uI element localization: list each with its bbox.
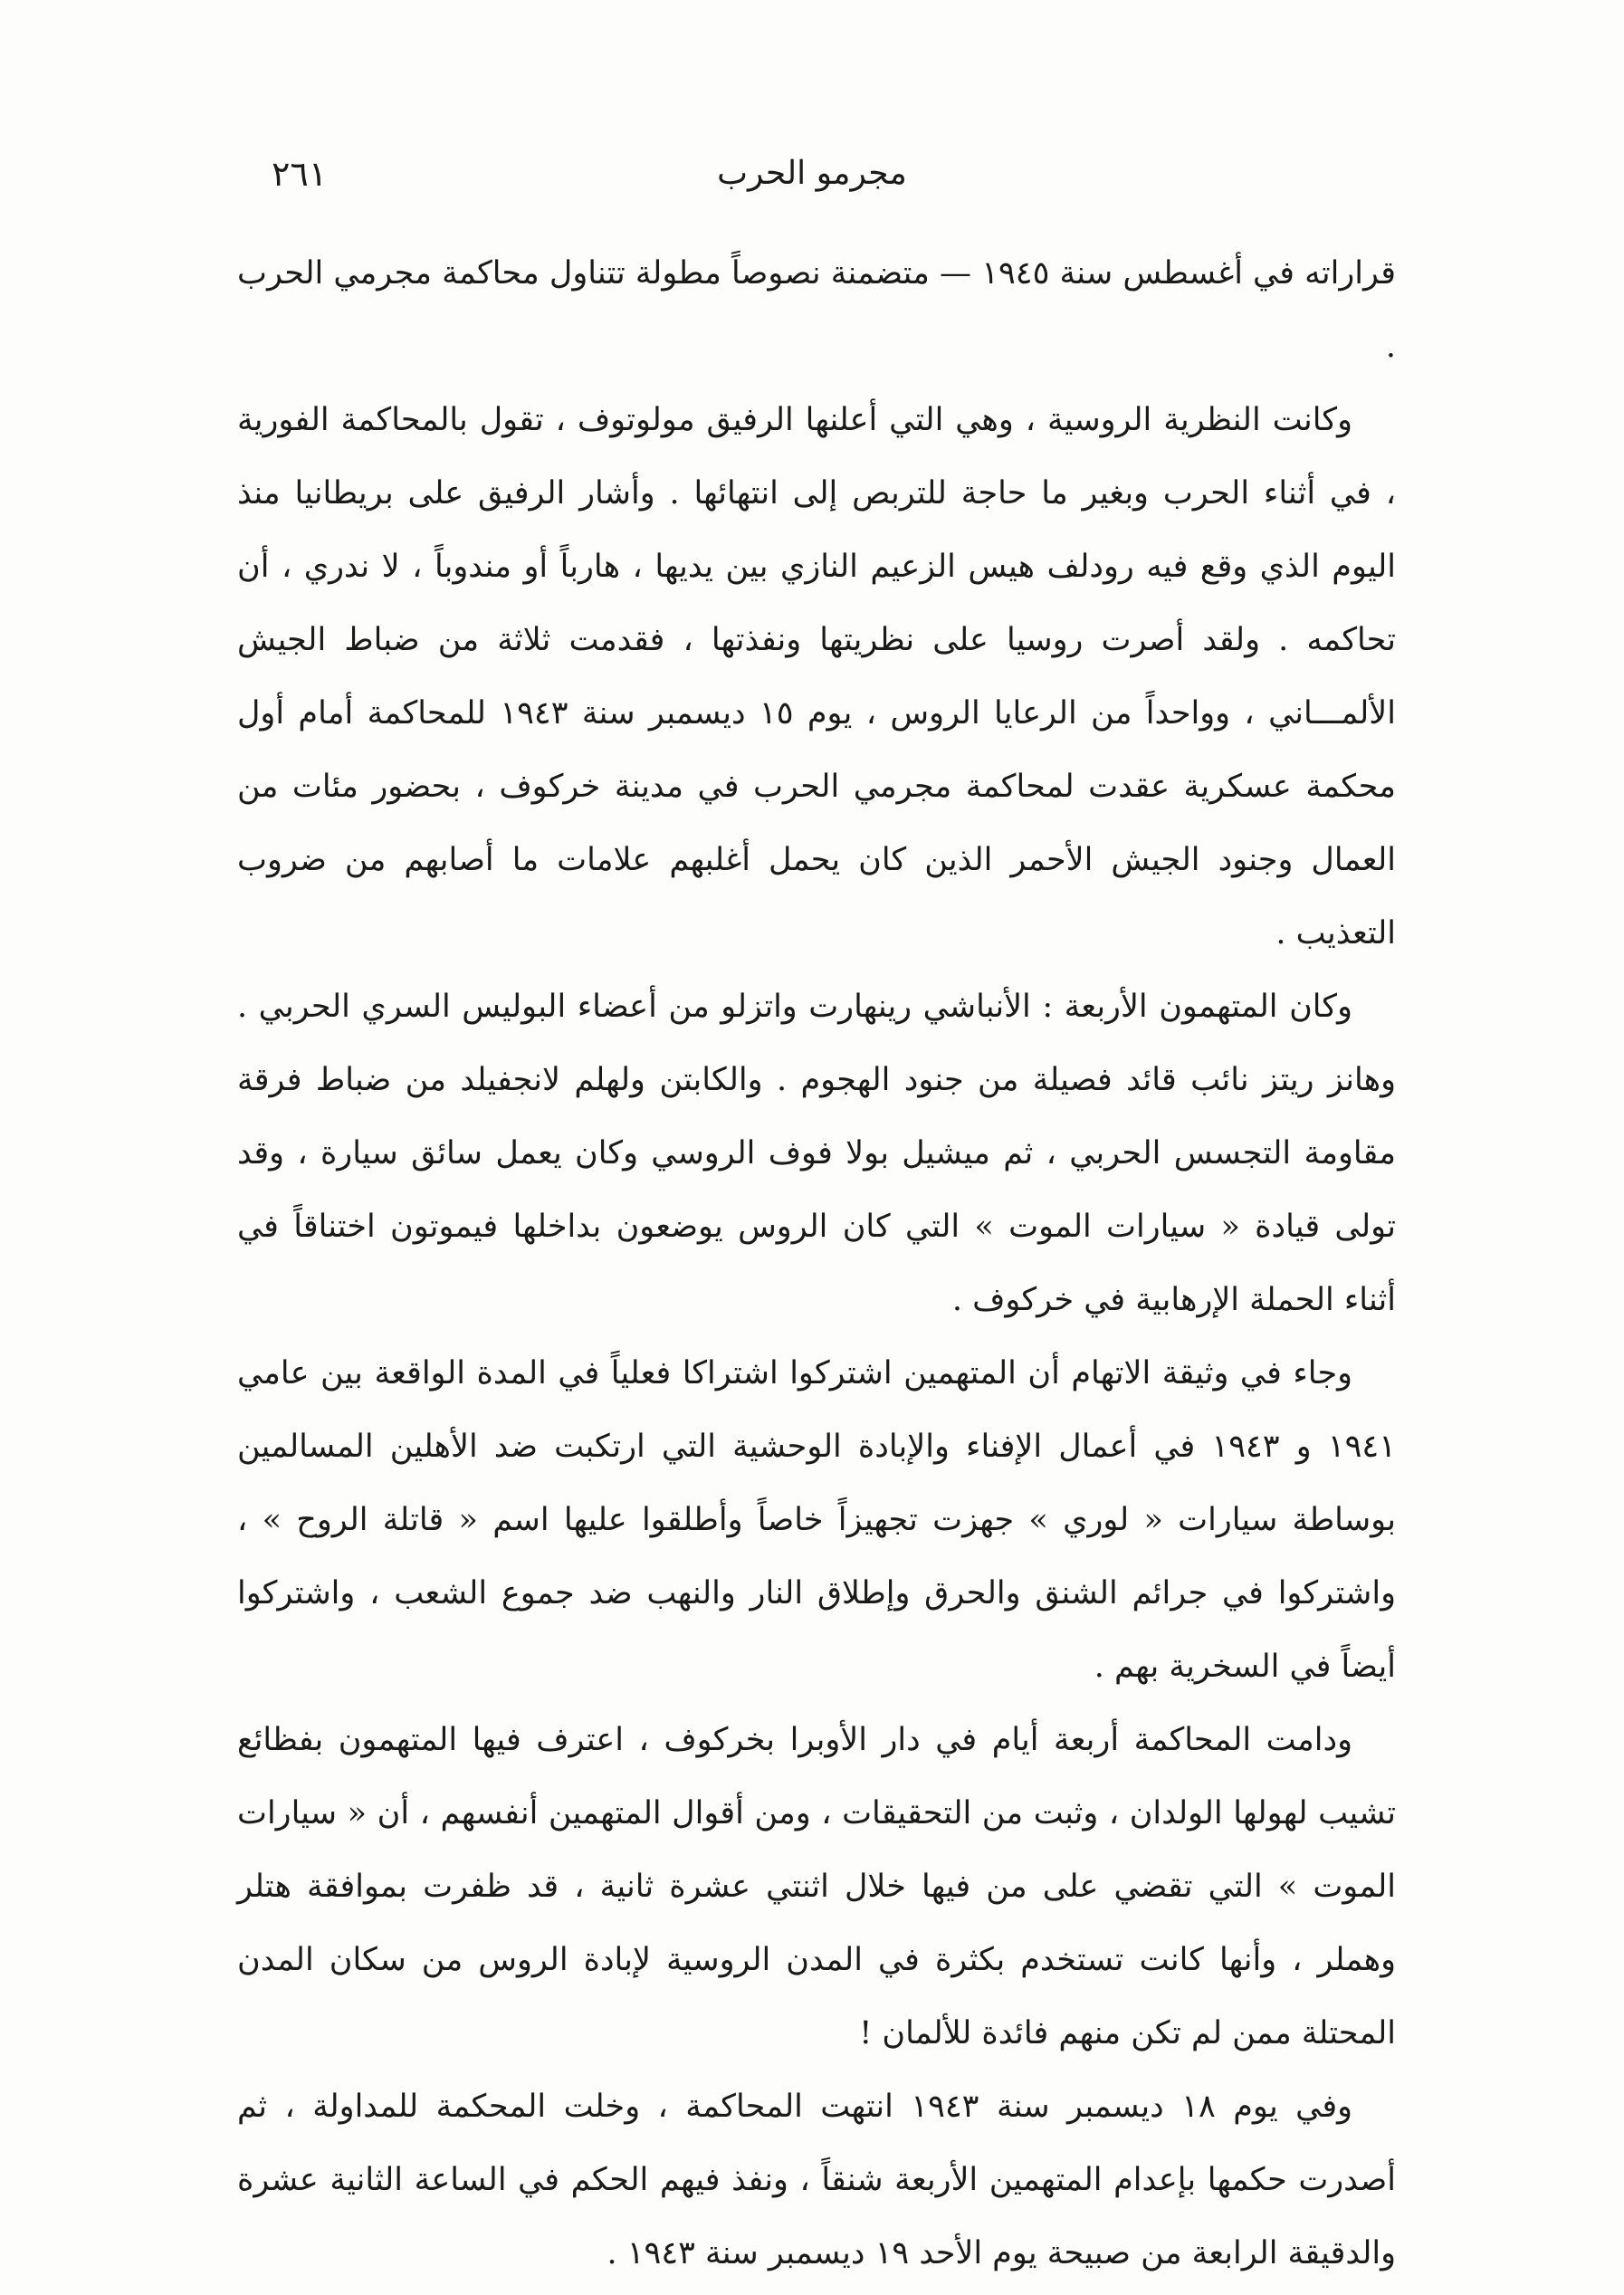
- paragraph-russian-theory: وكانت النظرية الروسية ، وهي التي أعلنها الرفيق مولوتوف ، تقول بالمحاكمة الفورية ، في أثناء الحرب وبغير ما حاجة للتربص إلى انتهائها . وأشار الرفيق على بريطانيا منذ اليوم الذي وقع فيه رودلف هيس الزعيم النازي بين يديها ، هارباً أو مندوباً ، لا ندري ، أن تحاكمه . ولقد أصرت روسيا على نظريتها ونفذتها ، فقدمت ثلاثة من ضباط الجيش الألمـــاني ، وواحداً من الرعايا الروس ، يوم ١٥ ديسمبر سنة ١٩٤٣ للمحاكمة أمام أول محكمة عسكرية عقدت لمحاكمة مجرمي الحرب في مدينة خركوف ، بحضور مئات من العمال وجنود الجيش الأحمر الذين كان يحمل أغلبهم علامات ما أصابهم من ضروب التعذيب .: [237, 402, 1396, 951]
- paragraph-trial: ودامت المحاكمة أربعة أيام في دار الأوبرا بخركوف ، اعترف فيها المتهمون بفظائع تشيب لهولها الولدان ، وثبت من التحقيقات ، ومن أقوال المتهمين أنفسهم ، أن « سيارات الموت » التي تقضي على من فيها خلال اثنتي عشرة ثانية ، قد ظفرت بموافقة هتلر وهملر ، وأنها كانت تستخدم بكثرة في المدن الروسية لإبادة الروس من سكان المدن المحتلة ممن لم تكن منهم فائدة للألمان !: [237, 1722, 1396, 2051]
- paragraph-indictment: وجاء في وثيقة الاتهام أن المتهمين اشتركوا اشتراكا فعلياً في المدة الواقعة بين عامي ١٩٤١ و ١٩٤٣ في أعمال الإفناء والإبادة الوحشية التي ارتكبت ضد الأهلين المسالمين بوساطة سيارات « لوري » جهزت تجهيزاً خاصاً وأطلقوا عليها اسم « قاتلة الروح » ، واشتركوا في جرائم الشنق والحرق وإطلاق النار والنهب ضد جموع الشعب ، واشتركوا أيضاً في السخرية بهم .: [237, 1355, 1396, 1685]
- running-head: [272, 147, 1352, 201]
- paragraph-verdict: وفي يوم ١٨ ديسمبر سنة ١٩٤٣ انتهت المحاكمة ، وخلت المحكمة للمداولة ، ثم أصدرت حكمها بإعدام المتهمين الأربعة شنقاً ، ونفذ فيهم الحكم في الساعة الثانية عشرة والدقيقة الرابعة من صبيحة يوم الأحد ١٩ ديسمبر سنة ١٩٤٣ .: [237, 2089, 1396, 2271]
- running-title: مجرمو الحرب: [717, 155, 907, 192]
- body-text: [237, 237, 1396, 2290]
- paragraph-continuation: قراراته في أغسطس سنة ١٩٤٥ — متضمنة نصوصاً مطولة تتناول محاكمة مجرمي الحرب .: [237, 255, 1396, 365]
- page-number: ٢٦١: [272, 154, 328, 194]
- paragraph-defendants: وكان المتهمون الأربعة : الأنباشي رينهارت واتزلو من أعضاء البوليس السري الحربي . وهانز ريتز نائب قائد فصيلة من جنود الهجوم . والكابتن ولهلم لانجفيلد من ضباط فرقة مقاومة التجسس الحربي ، ثم ميشيل بولا فوف الروسي وكان يعمل سائق سيارة ، وقد تولى قيادة « سيارات الموت » التي كان الروس يوضعون بداخلها فيموتون اختناقاً في أثناء الحملة الإرهابية في خركوف .: [237, 989, 1396, 1318]
